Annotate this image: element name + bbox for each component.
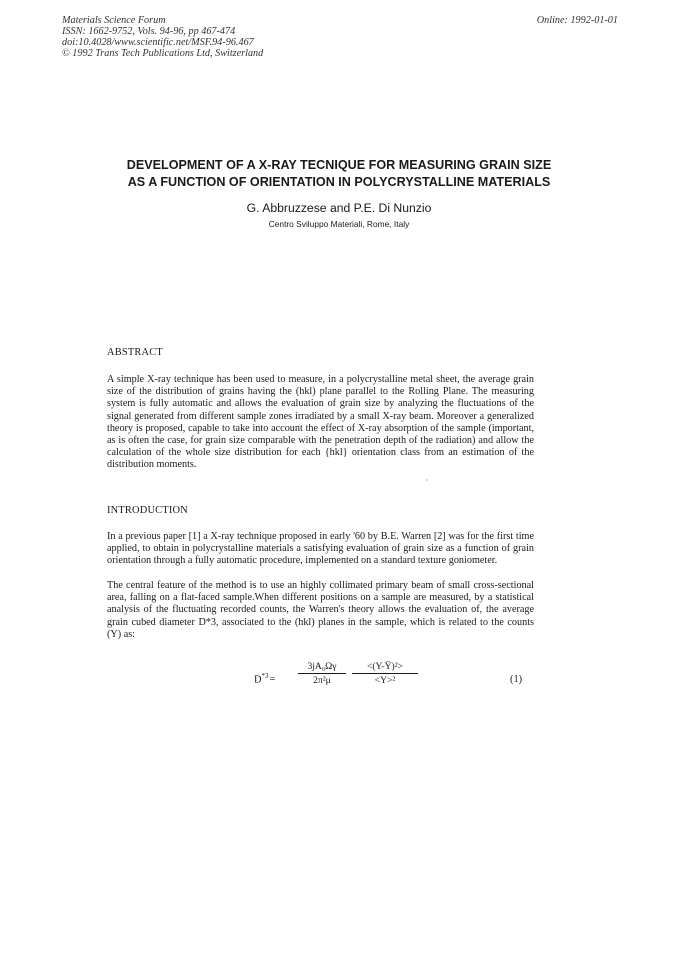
introduction-paragraph-2: The central feature of the method is to use an highly collimated primary beam of small cross-sectional area, falling on a flat-faced sample.When different positions on a sample are measured, by a statistical analysis of the fluctuating recorded counts, the Warren's theory allows the evaluation of, the average grain cubed diameter D*3, associated to the (hkl) planes in the sample, which is related to the counts (Y) as: [107,580,534,640]
abstract-text: A simple X-ray technique has been used to measure, in a polycrystalline metal sheet, the average grain size of the distribution of grains having the (hkl) plane parallel to the Rolling Plane. The measuring system is fully automatic and allows the evaluation of grain size by analyzing the fluctuations of the signal generated from different sample zones irradiated by a small X-ray beam. Moreover a generalized theory is proposed, capable to take into account the effect of X-ray absorption of the sample (important, as is often the case, for grain size comparable with the penetration depth of the radiation) and allow the calculation of the whole size distribution for each {hkl} orientation class from an estimation of the distribution moments. [107,374,534,471]
online-date: Online: 1992-01-01 [536,15,618,26]
affiliation: Centro Sviluppo Materiali, Rome, Italy [268,219,410,229]
issn-line: ISSN: 1662-9752, Vols. 94-96, pp 467-474 [62,26,236,37]
introduction-paragraph-1: In a previous paper [1] a X-ray technique proposed in early '60 by B.E. Warren [2] was for the first time applied, to obtain in polycrystalline materials a satisfying evaluation of grain size as a function of grain orientation through a fully automatic procedure, implemented on a standard texture goniometer. [107,531,534,567]
fraction-1-numerator: 3jA₀Ωγ [307,661,337,672]
title-line-1: DEVELOPMENT OF A X-RAY TECNIQUE FOR MEASURING GRAIN SIZE [126,158,552,172]
fraction-1-denominator: 2π²μ [313,675,331,686]
equation-fraction-2 [352,661,418,686]
fraction-1-bar [298,673,346,674]
fraction-2-numerator: <(Y-Ȳ)²> [366,661,404,672]
equation-symbol-d: D [254,674,262,686]
equation-fraction-1 [298,661,346,686]
doi-line: doi:10.4028/www.scientific.net/MSF.94-96.467 [62,37,254,48]
paper-title [60,157,618,191]
equation-superscript: *3 [261,672,269,680]
fraction-2-denominator: <Y>² [374,675,396,686]
equation-lhs [254,672,275,685]
authors: G. Abbruzzese and P.E. Di Nunzio [246,201,432,215]
introduction-heading: INTRODUCTION [107,505,188,516]
abstract-heading: ABSTRACT [107,347,163,358]
scan-speck [426,479,428,481]
equation-equals: = [269,674,276,686]
equation-number: (1) [510,674,523,685]
equation-1 [254,661,434,701]
journal-name: Materials Science Forum [62,15,166,26]
title-line-2: AS A FUNCTION OF ORIENTATION IN POLYCRYSTALLINE MATERIALS [127,175,551,189]
publication-info [62,15,263,59]
fraction-2-bar [352,673,418,674]
copyright-line: © 1992 Trans Tech Publications Ltd, Switzerland [62,48,264,59]
